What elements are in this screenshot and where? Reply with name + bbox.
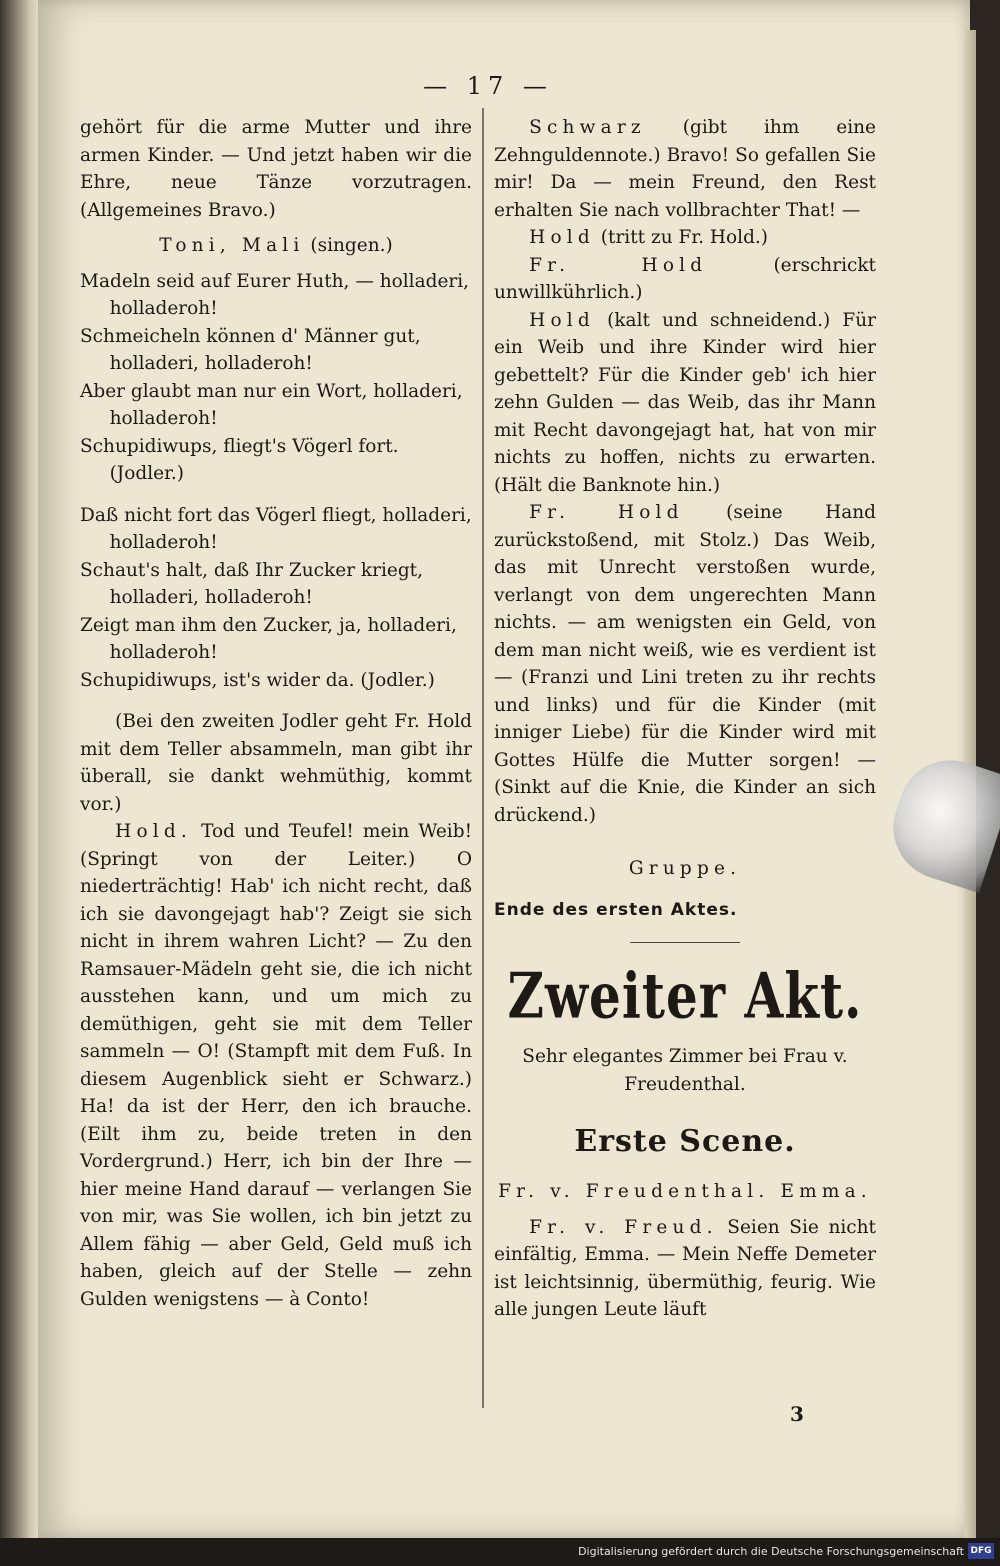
speaker-name: Hold: [529, 227, 595, 248]
section-rule: [630, 942, 740, 943]
stage-direction-paragraph: (Bei den zweiten Jodler geht Fr. Hold mit dem Teller absammeln, man gibt ihr überall, sie dankt wehmüthig, kommt vor.): [80, 711, 472, 815]
dialogue-paragraph: [494, 224, 876, 252]
setting-description: Sehr elegantes Zimmer bei Frau v. Freudenthal.: [522, 1046, 848, 1095]
dialogue-paragraph: [494, 114, 876, 224]
verse-stanza: [80, 502, 472, 695]
dialogue-paragraph: [80, 818, 472, 1313]
speaker-name: Fr. v. Freud.: [529, 1216, 718, 1238]
book-spine: [0, 0, 40, 1566]
dialogue-paragraph: [494, 307, 876, 500]
verse-line: Zeigt man ihm den Zucker, ja, holladeri, holladeroh!: [80, 614, 457, 663]
speaker-name: Fr. Hold: [529, 502, 684, 523]
scene-cast: Fr. v. Freudenthal. Emma.: [498, 1181, 872, 1202]
verse-line: Daß nicht fort das Vögerl fliegt, holladeri, holladeroh!: [80, 504, 472, 553]
end-of-act: Ende des ersten Aktes.: [494, 899, 738, 920]
dialogue-text: (seine Hand zurückstoßend, mit Stolz.) Das Weib, das mit Unrecht verstoßen wurde, verlangt von dem ungerechten Mann nichts. — am wenigsten ein Geld, von dem man nicht weiß, wie es verdient ist — (Franzi und Lini treten zu ihr rechts und links) und für die Kinder (mit inniger Liebe) für die Kinder wird mit Gottes Hülfe die Mutter sorgen! — (Sinkt auf die Knie, die Kinder an sich drückend.): [494, 502, 876, 826]
dialogue-text: Seien Sie nicht einfältig, Emma. — Mein Neffe Demeter ist leichtsinnig, übermüthig, feurig. Wie alle jungen Leute läuft: [494, 1216, 876, 1320]
speaker-name: Schwarz: [529, 117, 646, 138]
dialogue-text: (tritt zu Fr. Hold.): [594, 227, 769, 248]
digitization-credit: Digitalisierung gefördert durch die Deutsche Forschungsgemeinschaft: [578, 1545, 964, 1558]
stage-direction: (singen.): [304, 235, 393, 256]
scene-title: Erste Scene.: [574, 1124, 796, 1159]
speaker-name: Hold.: [115, 821, 192, 842]
verse-line: Aber glaubt man nur ein Wort, holladeri, holladeroh!: [80, 380, 463, 429]
speaker-name: Fr. Hold: [529, 254, 708, 276]
right-column: [494, 114, 876, 1324]
dialogue-text: (gibt ihm eine Zehnguldennote.) Bravo! So gefallen Sie mir! Da — mein Freund, den Rest erhalten Sie nach vollbrachter That! —: [494, 117, 876, 221]
verse-line: Madeln seid auf Eurer Huth, — holladeri, holladeroh!: [80, 270, 470, 319]
tableau-direction: Gruppe.: [628, 858, 742, 879]
page-number: — 17 —: [423, 72, 553, 100]
dialogue-paragraph: [494, 499, 876, 829]
dialogue-text: (kalt und schneidend.) Für ein Weib und ihre Kinder wird hier gebettelt? Für die Kinder geb' ich hier zehn Gulden — das Weib, das ihr Mann mit Recht davongejagt hat, hat von mir nichts zu hoffen, nichts zu erwarten. (Hält die Banknote hin.): [494, 309, 876, 496]
dfg-logo: DFG: [968, 1543, 994, 1559]
left-column: [80, 114, 472, 1313]
verse-line: Schaut's halt, daß Ihr Zucker kriegt, holladeri, holladeroh!: [80, 559, 423, 608]
verse-stanza: [80, 268, 472, 488]
paragraph: gehört für die arme Mutter und ihre armen Kinder. — Und jetzt haben wir die Ehre, neue Tänze vorzutragen. (Allgemeines Bravo.): [80, 117, 472, 221]
dialogue-paragraph: [494, 252, 876, 307]
dialogue-text: (erschrickt unwillkührlich.): [494, 254, 876, 303]
speaker-name: Toni, Mali: [159, 235, 305, 256]
column-divider: [482, 108, 484, 1408]
printer-signature-mark: 3: [790, 1402, 804, 1426]
verse-line: Schupidiwups, ist's wider da. (Jodler.): [80, 669, 435, 691]
act-title: Zweiter Akt.: [507, 958, 863, 1033]
verse-line: Schupidiwups, fliegt's Vögerl fort. (Jodler.): [80, 435, 399, 484]
speaker-name: Hold: [529, 309, 595, 331]
verse-line: Schmeicheln können d' Männer gut, holladeri, holladeroh!: [80, 325, 421, 374]
dialogue-paragraph: [494, 1214, 876, 1324]
speaker-line: [80, 232, 472, 260]
dialogue-text: Tod und Teufel! mein Weib! (Springt von der Leiter.) O niederträchtig! Hab' ich nicht recht, daß ich sie davongejagt hab'? Zeigt sie sich nicht in ihrem wahren Licht? — Zu den Ramsauer-Mädeln geht sie, die ich nicht ausstehen kann, und um mich zu demüthigen, geht sie mit dem Teller sammeln — O! (Stampft mit dem Fuß. In diesem Augenblick sieht er Schwarz.) Ha! da ist der Herr, den ich brauche. (Eilt ihm zu, beide treten in den Vordergrund.) Herr, ich bin der Ihre — hier meine Hand darauf — verlangen Sie von mir, was Sie wollen, ich bin jetzt zu Allem fähig — aber Geld, Geld muß ich haben, gleich auf der Stelle — zehn Gulden wenigstens — à Conto!: [80, 821, 472, 1310]
